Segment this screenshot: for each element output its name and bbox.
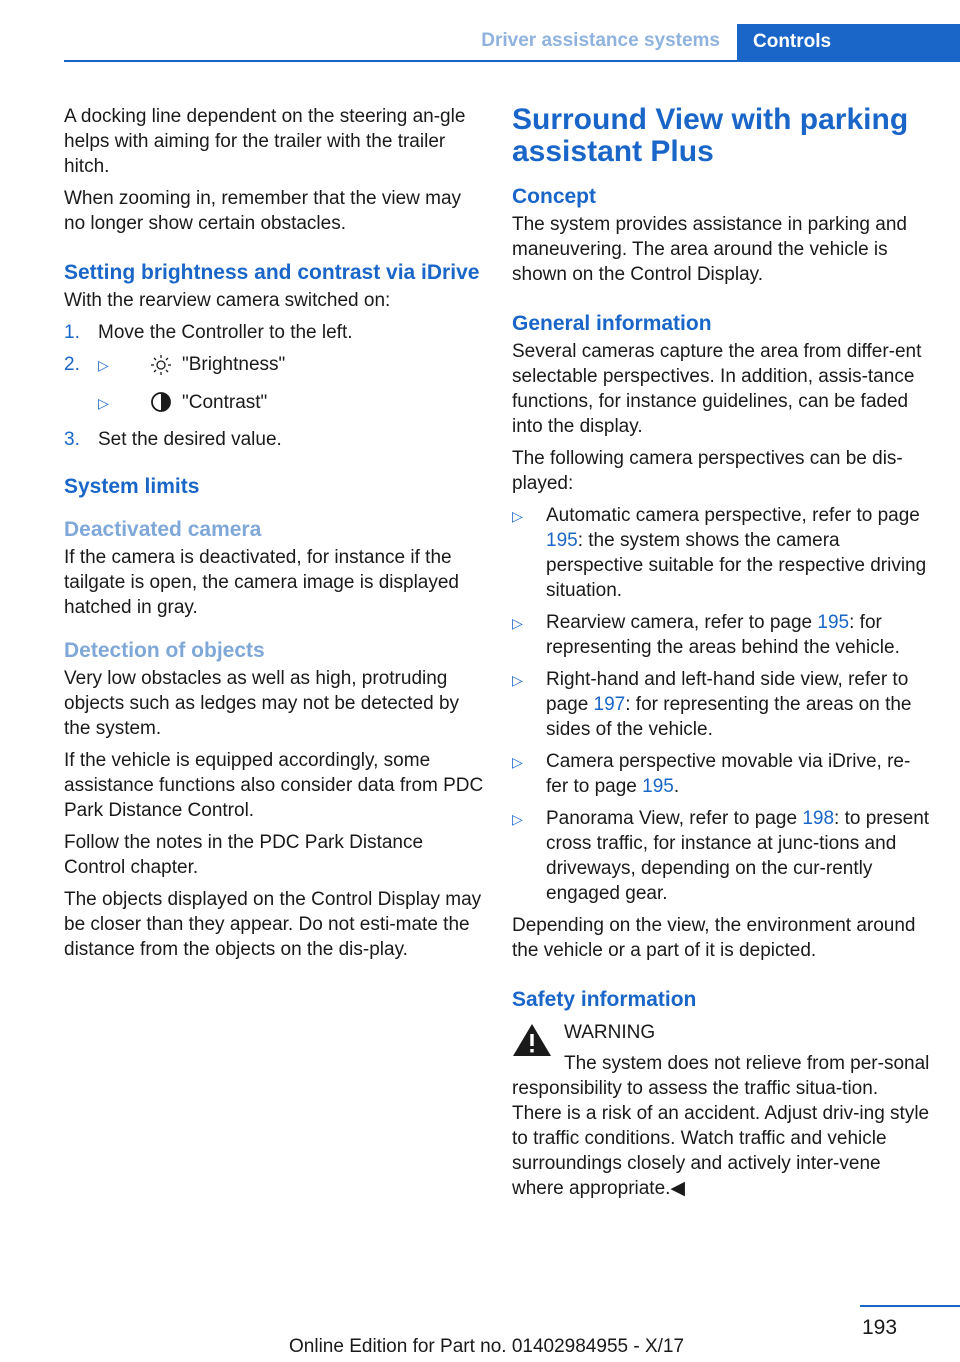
list-item-text: Right-hand and left-hand side view, refer to page — [546, 669, 909, 715]
page-link[interactable]: 198 — [802, 808, 835, 829]
contrast-icon — [150, 391, 172, 413]
perspectives-list — [512, 503, 932, 906]
list-item-text: . — [673, 776, 680, 797]
paragraph-docking-line: A docking line dependent on the steering an-gle helps with aiming for the trailer with the trailer hitch. — [64, 106, 466, 177]
step-number: 1. — [64, 322, 80, 343]
triangle-bullet-icon: ▷ — [98, 357, 109, 373]
paragraph-cameras: Several cameras capture the area from differ-ent selectable perspectives. In addition, assis-tance functions, for instance guidelines, can be faded into the display. — [512, 341, 922, 437]
page-link[interactable]: 195 — [817, 612, 850, 633]
heading-deactivated-camera: Deactivated camera — [64, 518, 262, 541]
page-link[interactable]: 195 — [546, 530, 578, 551]
heading-concept: Concept — [512, 185, 596, 208]
warning-text: The system does not relieve from per-sonal responsibility to assess the traffic situa-tion. There is a risk of an accident. Adjust driv-ing style to traffic conditions. Watch traffic and vehicle surroundings closely and actively inter-vene where appropriate.◀ — [512, 1053, 930, 1199]
list-item — [512, 667, 932, 742]
header-chapter-tab: Controls — [737, 24, 960, 60]
steps-list — [64, 320, 484, 452]
list-item — [512, 503, 932, 603]
list-item-text: Rearview camera, refer to page — [546, 612, 818, 633]
page-number: 193 — [862, 1316, 898, 1339]
edition-note: Online Edition for Part no. 01402984955 - X/17 — [289, 1336, 685, 1357]
warning-title: WARNING — [564, 1022, 656, 1043]
brightness-icon — [150, 354, 172, 376]
list-item — [512, 806, 932, 906]
paragraph-pdc-notes: Follow the notes in the PDC Park Distance Control chapter. — [64, 832, 424, 878]
triangle-bullet-icon: ▷ — [512, 754, 523, 770]
step-2 — [64, 352, 484, 420]
triangle-bullet-icon: ▷ — [512, 508, 523, 524]
paragraph-deactivated: If the camera is deactivated, for instance if the tailgate is open, the camera image is displayed hatched in gray. — [64, 547, 460, 618]
left-column — [64, 104, 484, 969]
paragraph-closer-than-appear: The objects displayed on the Control Display may be closer than they appear. Do not esti-mate the distance from the objects on the dis-play. — [64, 889, 482, 960]
page-link[interactable]: 197 — [593, 694, 626, 715]
step-3 — [64, 427, 484, 452]
header-rule — [64, 60, 960, 62]
list-item-text: : for representing the areas on the sides of the vehicle. — [546, 694, 912, 740]
triangle-bullet-icon: ▷ — [512, 672, 523, 688]
heading-brightness-contrast: Setting brightness and contrast via iDrive — [64, 261, 480, 284]
step-text: Set the desired value. — [98, 429, 282, 450]
list-item-text: Panorama View, refer to page — [546, 808, 803, 829]
step-1 — [64, 320, 484, 345]
triangle-bullet-icon: ▷ — [512, 811, 523, 827]
list-item-text: : to present cross traffic, for instance at junc-tions and driveways, depending on the cur-rently engaged gear. — [546, 808, 930, 904]
page-link[interactable]: 195 — [642, 776, 674, 797]
step-number: 3. — [64, 429, 80, 450]
option-label: "Contrast" — [182, 391, 268, 413]
warning-icon — [512, 1022, 552, 1058]
heading-safety-information: Safety information — [512, 988, 697, 1011]
paragraph-pdc-data: If the vehicle is equipped accordingly, some assistance functions also consider data from PDC Park Distance Control. — [64, 750, 484, 821]
step-text: Move the Controller to the left. — [98, 322, 353, 343]
paragraph-rearview-on: With the rearview camera switched on: — [64, 290, 391, 311]
list-item-text: : the system shows the camera perspective suitable for the respective driving situation. — [546, 530, 927, 601]
heading-detection-objects: Detection of objects — [64, 639, 265, 662]
list-item-text: Camera perspective movable via iDrive, re-fer to page — [546, 751, 911, 797]
option-brightness — [98, 352, 484, 383]
option-contrast — [98, 390, 484, 421]
right-column — [512, 104, 932, 1201]
footer-rule — [860, 1305, 960, 1307]
paragraph-environment: Depending on the view, the environment around the vehicle or a part of it is depicted. — [512, 915, 916, 961]
list-item-text: Automatic camera perspective, refer to page — [546, 505, 920, 526]
paragraph-low-obstacles: Very low obstacles as well as high, protruding objects such as ledges may not be detected by the system. — [64, 668, 460, 739]
paragraph-perspectives-intro: The following camera perspectives can be dis-played: — [512, 448, 903, 494]
option-label: "Brightness" — [182, 354, 286, 375]
heading-system-limits: System limits — [64, 475, 200, 498]
triangle-bullet-icon: ▷ — [98, 394, 109, 411]
step-2-options — [98, 352, 484, 420]
step-number: 2. — [64, 354, 80, 375]
header-section-title: Driver assistance systems — [481, 30, 720, 51]
warning-box — [512, 1020, 932, 1201]
paragraph-zooming: When zooming in, remember that the view may no longer show certain obstacles. — [64, 188, 462, 234]
list-item — [512, 610, 932, 660]
paragraph-concept: The system provides assistance in parking and maneuvering. The area around the vehicle is shown on the Control Display. — [512, 214, 907, 285]
triangle-bullet-icon: ▷ — [512, 615, 523, 631]
list-item-text: : for representing the areas behind the vehicle. — [546, 612, 900, 658]
heading-general-information: General information — [512, 312, 712, 335]
heading-surround-view: Surround View with parking assistant Plus — [512, 103, 909, 168]
page-header — [0, 0, 960, 62]
list-item — [512, 749, 932, 799]
